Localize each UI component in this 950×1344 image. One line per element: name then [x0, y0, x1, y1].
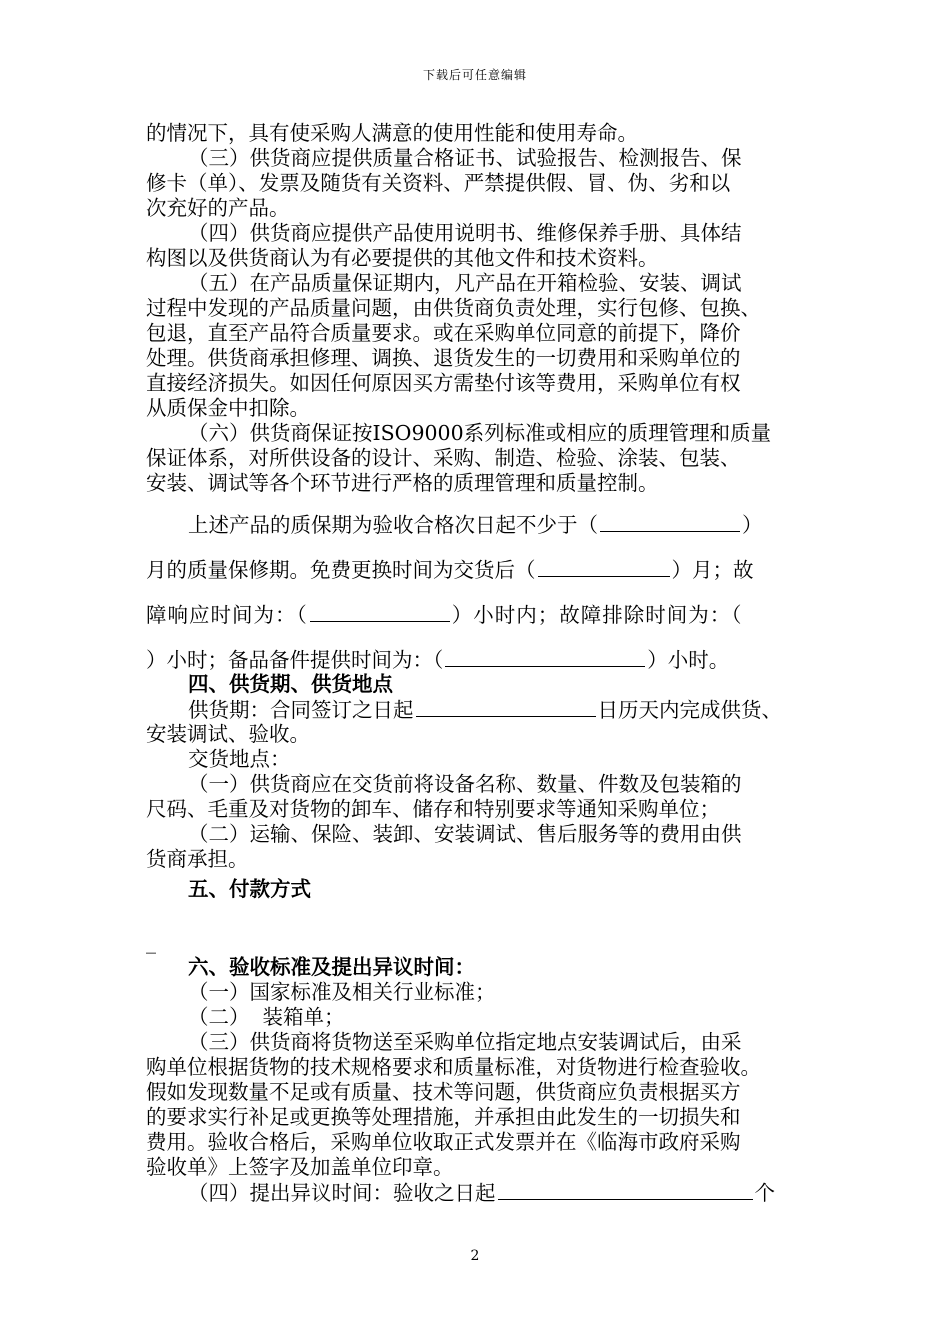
warranty-line	[146, 602, 808, 627]
text-span: 日历天内完成供货、	[597, 698, 782, 722]
text-line: 安装、调试等各个环节进行严格的质理管理和质量控制。	[146, 471, 659, 495]
text-line: （六）供货商保证按ISO9000系列标准或相应的质理管理和质量	[188, 421, 772, 445]
text-line: 尺码、毛重及对货物的卸车、储存和特别要求等通知采购单位；	[146, 797, 720, 821]
blank-field	[416, 697, 596, 717]
text-span: 个	[754, 1181, 775, 1205]
text-line: 购单位根据货物的技术规格要求和质量标准，对货物进行检查验收。	[146, 1055, 761, 1079]
warranty-line	[146, 512, 808, 537]
blank-field	[498, 1180, 753, 1200]
text-span: 月的质量保修期。免费更换时间为交货后（	[146, 558, 536, 582]
text-span: ）小时。	[647, 648, 730, 672]
text-line	[146, 1180, 808, 1205]
text-line: 假如发现数量不足或有质量、技术等问题，供货商应负责根据买方	[146, 1080, 741, 1104]
section-heading: 六、验收标准及提出异议时间：	[188, 955, 475, 979]
text-line	[146, 697, 808, 722]
text-line: 安装调试、验收。	[146, 722, 310, 746]
text-line: （二） 装箱单；	[188, 1005, 345, 1029]
blank-field	[538, 557, 670, 577]
section-heading: 四、供货期、供货地点	[188, 672, 393, 696]
page-number: 2	[470, 1248, 480, 1264]
text-line: 的情况下，具有使采购人满意的使用性能和使用寿命。	[146, 121, 638, 145]
text-line: （一）供货商应在交货前将设备名称、数量、件数及包装箱的	[188, 772, 742, 796]
text-line: 费用。验收合格后，采购单位收取正式发票并在《临海市政府采购	[146, 1130, 741, 1154]
text-span: 障响应时间为：（	[146, 603, 308, 627]
text-span: （四）提出异议时间：验收之日起	[188, 1181, 496, 1205]
text-line: 次充好的产品。	[146, 196, 290, 220]
text-span: 上述产品的质保期为验收合格次日起不少于（	[188, 513, 598, 537]
section-heading: 五、付款方式	[188, 877, 311, 901]
text-line: 修卡（单）、发票及随货有关资料、严禁提供假、冒、伪、劣和以	[146, 171, 731, 195]
text-line: 过程中发现的产品质量问题，由供货商负责处理，实行包修、包换、	[146, 296, 761, 320]
text-line: 验收单》上签字及加盖单位印章。	[146, 1155, 454, 1179]
text-line: （二）运输、保险、装卸、安装调试、售后服务等的费用由供	[188, 822, 742, 846]
text-line: （五）在产品质量保证期内，凡产品在开箱检验、安装、调试	[188, 271, 742, 295]
text-line: 处理。供货商承担修理、调换、退货发生的一切费用和采购单位的	[146, 346, 741, 370]
text-line: 包退，直至产品符合质量要求。或在采购单位同意的前提下，降价	[146, 321, 741, 345]
blank-field	[310, 602, 450, 622]
blank-field	[600, 512, 740, 532]
text-line: 直接经济损失。如因任何原因买方需垫付该等费用，采购单位有权	[146, 371, 741, 395]
warranty-line	[146, 647, 808, 672]
text-line: 保证体系，对所供设备的设计、采购、制造、检验、涂装、包装、	[146, 446, 741, 470]
warranty-line	[146, 557, 808, 582]
text-span: ）小时内；故障排除时间为：（	[451, 603, 743, 627]
dash-mark: _	[146, 930, 156, 954]
text-line: 的要求实行补足或更换等处理措施，并承担由此发生的一切损失和	[146, 1105, 741, 1129]
document-body	[146, 121, 808, 1205]
text-span: 供货期：合同签订之日起	[188, 698, 414, 722]
text-line: 交货地点：	[188, 747, 291, 771]
text-line: （四）供货商应提供产品使用说明书、维修保养手册、具体结	[188, 221, 742, 245]
page-header: 下载后可任意编辑	[422, 68, 527, 82]
blank-field	[445, 647, 645, 667]
text-line: （三）供货商应提供质量合格证书、试验报告、检测报告、保	[188, 146, 742, 170]
text-line: （三）供货商将货物送至采购单位指定地点安装调试后，由采	[188, 1030, 742, 1054]
text-line: （一）国家标准及相关行业标准；	[188, 980, 496, 1004]
text-line: 货商承担。	[146, 847, 249, 871]
text-line: 构图以及供货商认为有必要提供的其他文件和技术资料。	[146, 246, 659, 270]
text-span: ）月；故	[671, 558, 754, 582]
text-span: ）小时；备品备件提供时间为：（	[146, 648, 444, 672]
text-span: ）	[742, 513, 763, 537]
text-line: 从质保金中扣除。	[146, 396, 310, 420]
